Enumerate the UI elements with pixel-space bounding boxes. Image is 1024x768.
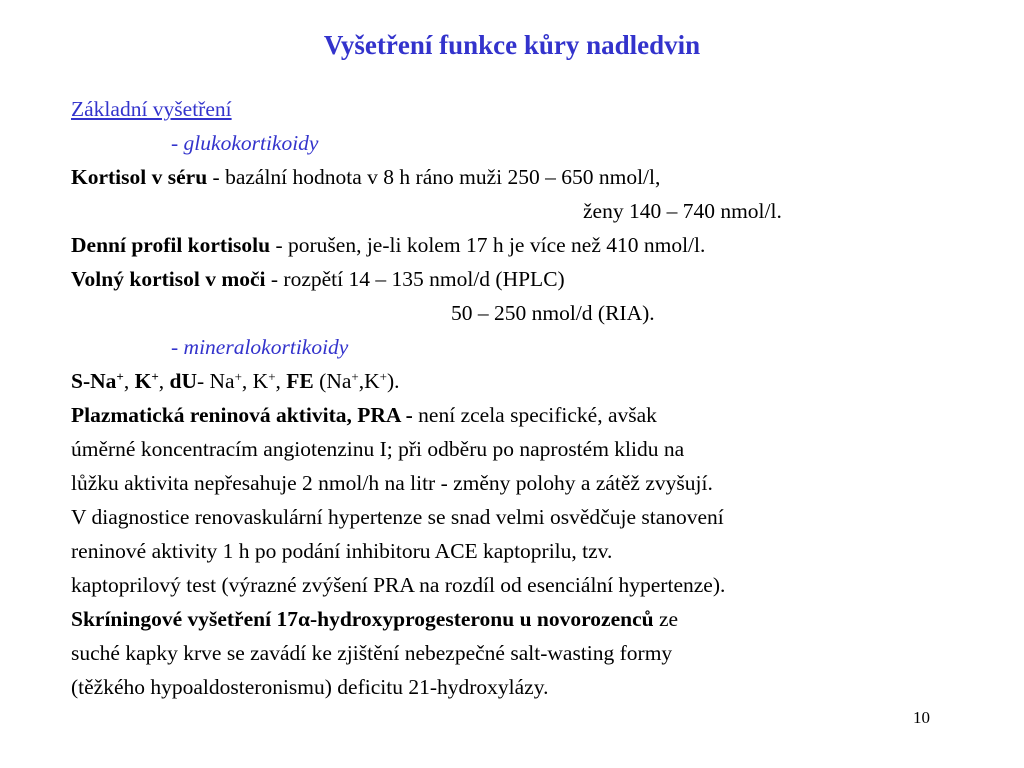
text-line: úměrné koncentracím angiotenzinu I; při odběru po naprostém klidu na (71, 437, 685, 461)
line-mineralocorticoids: - mineralokortikoidy (171, 335, 349, 359)
line-cortisol-serum: Kortisol v séru - bazální hodnota v 8 h ráno muži 250 – 650 nmol/l, (71, 165, 661, 189)
slide-body (71, 92, 971, 704)
text-line: lůžku aktivita nepřesahuje 2 nmol/h na litr - změny polohy a zátěž zvyšují. (71, 471, 713, 495)
term-free-cortisol: Volný kortisol v moči (71, 267, 266, 291)
text-line: kaptoprilový test (výrazné zvýšení PRA na rozdíl od esenciální hypertenze). (71, 573, 726, 597)
line-screening: Skríningové vyšetření 17α-hydroxyprogesteronu u novorozenců ze (71, 607, 679, 631)
line-free-cortisol-ria: 50 – 250 nmol/d (RIA). (451, 301, 655, 325)
page-number: 10 (913, 708, 930, 727)
text-line: (těžkého hypoaldosteronismu) deficitu 21-hydroxylázy. (71, 675, 549, 699)
line-free-cortisol: Volný kortisol v moči - rozpětí 14 – 135 nmol/d (HPLC) (71, 267, 565, 291)
text-line: reninové aktivity 1 h po podání inhibitoru ACE kaptoprilu, tzv. (71, 539, 613, 563)
subsection-mineralocorticoids: mineralokortikoidy (183, 335, 349, 359)
text-line: V diagnostice renovaskulární hypertenze se snad velmi osvědčuje stanovení (71, 505, 724, 529)
slide-title: Vyšetření funkce kůry nadledvin (323, 30, 701, 60)
subsection-glucocorticoids: glukokortikoidy (183, 131, 319, 155)
line-cortisol-women: ženy 140 – 740 nmol/l. (583, 199, 782, 223)
term-cortisol-serum: Kortisol v séru (71, 165, 208, 189)
term-pra: Plazmatická reninová aktivita, PRA - (71, 403, 413, 427)
text-line: suché kapky krve se zavádí ke zjištění nebezpečné salt-wasting formy (71, 641, 673, 665)
line-glucocorticoids: - glukokortikoidy (171, 131, 319, 155)
line-electrolytes: S-Na+, K+, dU- Na+, K+, FE (Na+,K+). (71, 369, 400, 393)
line-basic-exam (71, 92, 971, 126)
line-pra: Plazmatická reninová aktivita, PRA - není zcela specifické, avšak (71, 403, 657, 427)
line-daily-profile: Denní profil kortisolu - porušen, je-li kolem 17 h je více než 410 nmol/l. (71, 233, 706, 257)
term-daily-profile: Denní profil kortisolu (71, 233, 271, 257)
section-heading: Základní vyšetření (71, 97, 232, 121)
term-screening: Skríningové vyšetření 17α-hydroxyprogesteronu u novorozenců (71, 607, 654, 631)
